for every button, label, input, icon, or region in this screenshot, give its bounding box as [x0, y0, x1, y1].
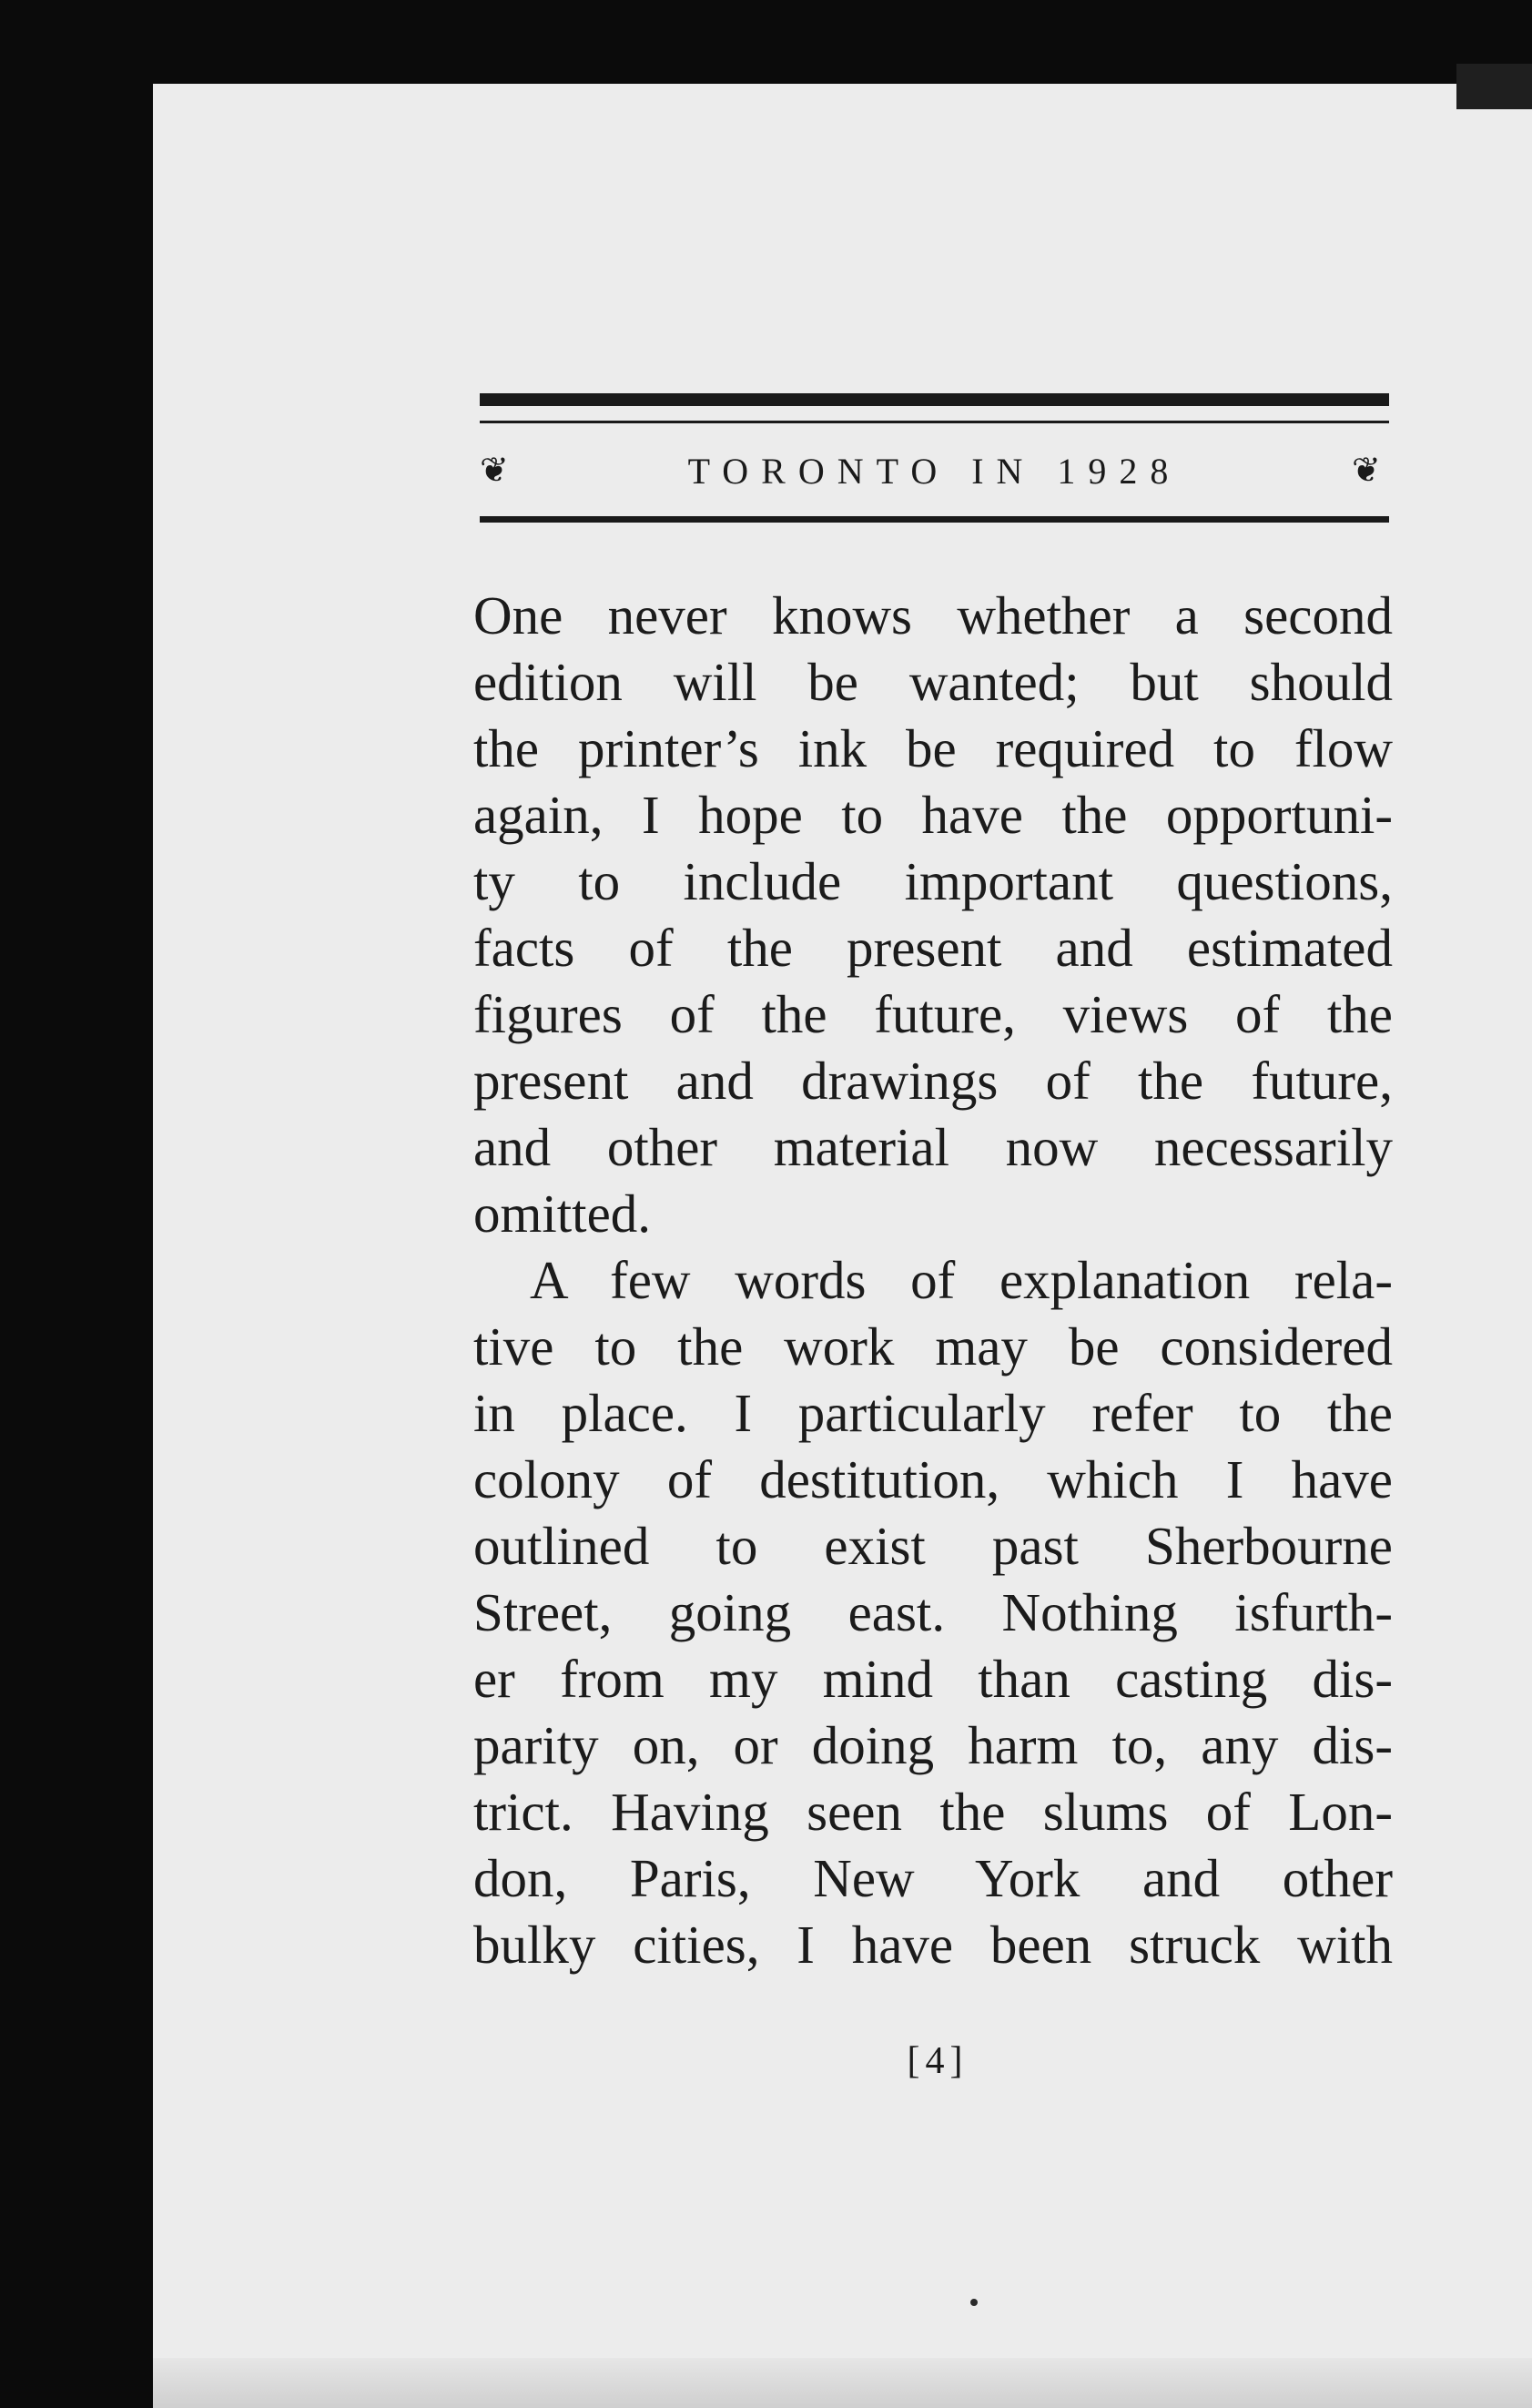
text-line: don, Paris, New York and other: [473, 1848, 1393, 1908]
body-text: [473, 583, 1393, 1978]
header-thick-rule: [480, 393, 1389, 406]
text-line: A few words of explanation rela-: [530, 1250, 1393, 1310]
fleuron-right-icon: ❦: [1352, 450, 1381, 490]
text-line: trict. Having seen the slums of Lon-: [473, 1782, 1393, 1842]
text-line: colony of destitution, which I have: [473, 1449, 1393, 1509]
header-bottom-rule: [480, 516, 1389, 523]
text-line: omitted.: [473, 1184, 652, 1244]
page-number: [4]: [907, 2040, 969, 2082]
running-head-title: TORONTO IN 1928: [687, 451, 1182, 492]
text-line: One never knows whether a second: [473, 585, 1393, 645]
text-line: and other material now necessarily: [473, 1117, 1393, 1177]
scan-artifact: [970, 2299, 978, 2306]
header-thin-rule: [480, 421, 1389, 423]
text-line: edition will be wanted; but should: [473, 652, 1393, 712]
text-line: tive to the work may be considered: [473, 1316, 1393, 1377]
fleuron-left-icon: ❦: [480, 450, 509, 490]
text-line: figures of the future, views of the: [473, 984, 1393, 1044]
text-line: parity on, or doing harm to, any dis-: [473, 1715, 1393, 1775]
running-header: [480, 393, 1389, 530]
page-bottom-edge: [153, 2358, 1532, 2408]
text-line: Street, going east. Nothing isfurth-: [473, 1582, 1393, 1642]
text-line: the printer’s ink be required to flow: [473, 718, 1393, 778]
text-line: ty to include important questions,: [473, 851, 1393, 911]
text-line: present and drawings of the future,: [473, 1051, 1393, 1111]
text-line: in place. I particularly refer to the: [473, 1383, 1393, 1443]
text-line: er from my mind than casting dis-: [473, 1649, 1393, 1709]
text-line: facts of the present and estimated: [473, 918, 1393, 978]
text-line: outlined to exist past Sherbourne: [473, 1516, 1393, 1576]
paragraph-1: [473, 583, 1393, 1247]
text-line: bulky cities, I have been struck with: [473, 1915, 1393, 1975]
scan-artifact: [1456, 64, 1532, 109]
paragraph-2: [473, 1247, 1393, 1978]
text-line: again, I hope to have the opportuni-: [473, 785, 1393, 845]
